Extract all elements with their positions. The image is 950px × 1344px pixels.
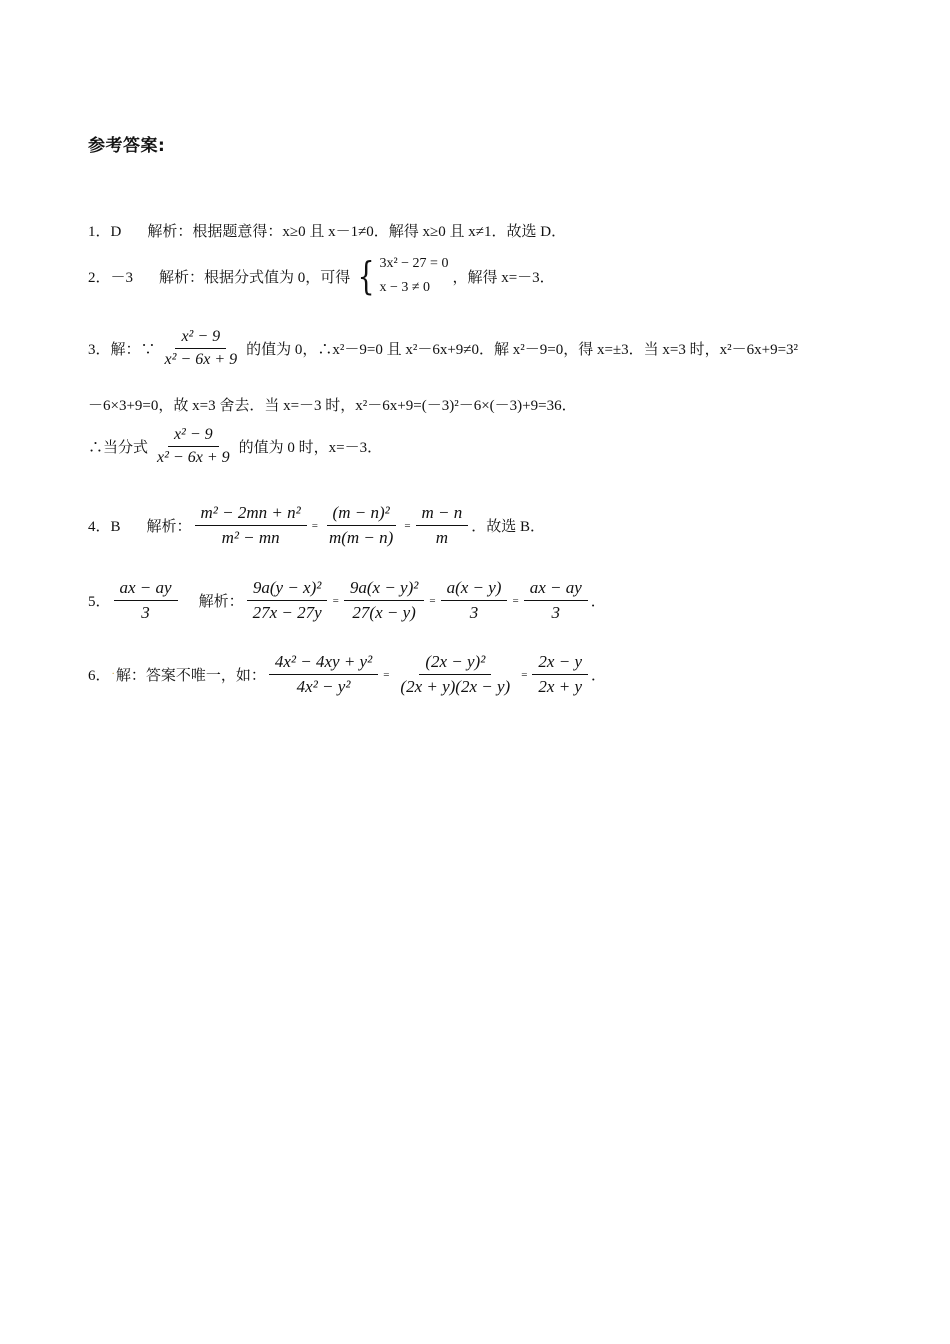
answer-3-line-1-text: 的值为 0，∴x²－9=0 且 x²－6x+9≠0．解 x²－9=0，得 x=±3．当 x=3 时，x²－6x+9=3² — [246, 342, 799, 358]
answer-6-text: 解：答案不唯一，如： — [115, 668, 266, 684]
fraction-denominator: 3 — [469, 603, 479, 622]
answer-3-number: 3．解：∵ — [88, 342, 156, 358]
answer-3-line-2-text: －6×3+9=0，故 x=3 舍去．当 x=－3 时，x²－6x+9=(－3)²－6×(－3)+9=36． — [88, 398, 577, 414]
equals-sign: = — [512, 594, 519, 607]
fraction-numerator: (m − n)² — [327, 503, 396, 526]
fraction-denominator: 4x² − y² — [296, 677, 351, 696]
answer-2 — [88, 252, 555, 300]
fraction-5-4 — [524, 578, 588, 623]
fraction-denominator: 3 — [551, 603, 560, 622]
answer-5-post: ． — [590, 594, 606, 610]
fraction-numerator: a(x − y) — [441, 578, 508, 601]
equals-sign: = — [311, 519, 318, 532]
fraction-numerator: (2x − y)² — [419, 652, 491, 675]
fraction-denominator: m² − mn — [221, 528, 280, 547]
fraction-numerator: x² − 9 — [175, 328, 226, 349]
equals-sign: = — [404, 519, 411, 532]
fraction-denominator: x² − 6x + 9 — [157, 449, 230, 466]
marker-dot-icon: · — [111, 669, 115, 680]
answer-5-number: 5． — [88, 594, 111, 610]
fraction-denominator: m — [435, 528, 449, 547]
fraction-denominator: 3 — [141, 603, 150, 622]
fraction-denominator: 27(x − y) — [352, 603, 416, 622]
fraction-4-2 — [323, 503, 399, 548]
answer-5 — [88, 578, 606, 623]
fraction-6-1 — [269, 652, 378, 697]
answer-1-number: 1．D — [88, 224, 122, 240]
fraction-numerator: 4x² − 4xy + y² — [269, 652, 378, 675]
fraction-denominator: m(m − n) — [328, 528, 394, 547]
fraction-6-3 — [532, 652, 588, 697]
fraction-5-1 — [247, 578, 328, 623]
fraction-4-3 — [416, 503, 469, 548]
fraction-numerator: 9a(y − x)² — [247, 578, 327, 601]
equation-system — [354, 252, 448, 300]
fraction-4-1 — [195, 503, 307, 548]
answer-2-pre: 解析：根据分式值为 0，可得 — [159, 269, 351, 286]
fraction-numerator: 9a(x − y)² — [344, 578, 424, 601]
answer-4-number: 4．B — [88, 519, 121, 535]
fraction-5-answer — [114, 578, 178, 623]
fraction-denominator: 2x + y — [538, 677, 582, 696]
answer-2-number: 2．－3 — [88, 269, 134, 286]
answer-3-line-1 — [88, 328, 798, 369]
answers-heading: 参考答案: — [88, 136, 166, 156]
answer-6 — [88, 652, 606, 697]
system-row-2: x − 3 ≠ 0 — [379, 280, 431, 295]
answer-1-text: 解析：根据题意得：x≥0 且 x－1≠0．解得 x≥0 且 x≠1．故选 D． — [147, 224, 567, 240]
fraction-5-2 — [344, 578, 424, 623]
equals-sign: = — [383, 668, 390, 681]
fraction-6-2 — [394, 652, 516, 697]
fraction-denominator: (2x + y)(2x − y) — [400, 677, 511, 696]
answer-2-post: ，解得 x=－3． — [452, 269, 555, 286]
fraction-numerator: ax − ay — [524, 578, 588, 601]
equals-sign: = — [429, 594, 436, 607]
answer-4-post: ．故选 B． — [471, 519, 546, 535]
answer-1 — [88, 220, 566, 241]
answer-6-post: ． — [590, 668, 606, 684]
answer-3-line-3-post: 的值为 0 时，x=－3． — [238, 440, 383, 456]
left-brace: { — [357, 254, 375, 298]
fraction-numerator: ax − ay — [114, 578, 178, 601]
answer-3-line-3-pre: ∴当分式 — [88, 440, 149, 456]
fraction-denominator: x² − 6x + 9 — [164, 351, 238, 368]
fraction-x2-minus-9 — [159, 328, 244, 369]
fraction-numerator: m² − 2mn + n² — [195, 503, 307, 526]
fraction-numerator: x² − 9 — [168, 426, 219, 447]
answer-4 — [88, 503, 545, 548]
answer-4-label: 解析： — [146, 519, 192, 535]
fraction-x2-minus-9-repeat — [151, 426, 236, 467]
system-row-1: 3x² − 27 = 0 — [379, 256, 449, 271]
equals-sign: = — [332, 594, 339, 607]
answer-3-line-3 — [88, 426, 382, 467]
equals-sign: = — [521, 668, 528, 681]
fraction-numerator: 2x − y — [532, 652, 588, 675]
answer-6-number: 6． — [88, 668, 111, 684]
fraction-5-3 — [441, 578, 508, 623]
answer-3-line-2 — [88, 394, 577, 415]
answer-5-label: 解析： — [198, 594, 244, 610]
fraction-denominator: 27x − 27y — [252, 603, 322, 622]
fraction-numerator: m − n — [416, 503, 469, 526]
